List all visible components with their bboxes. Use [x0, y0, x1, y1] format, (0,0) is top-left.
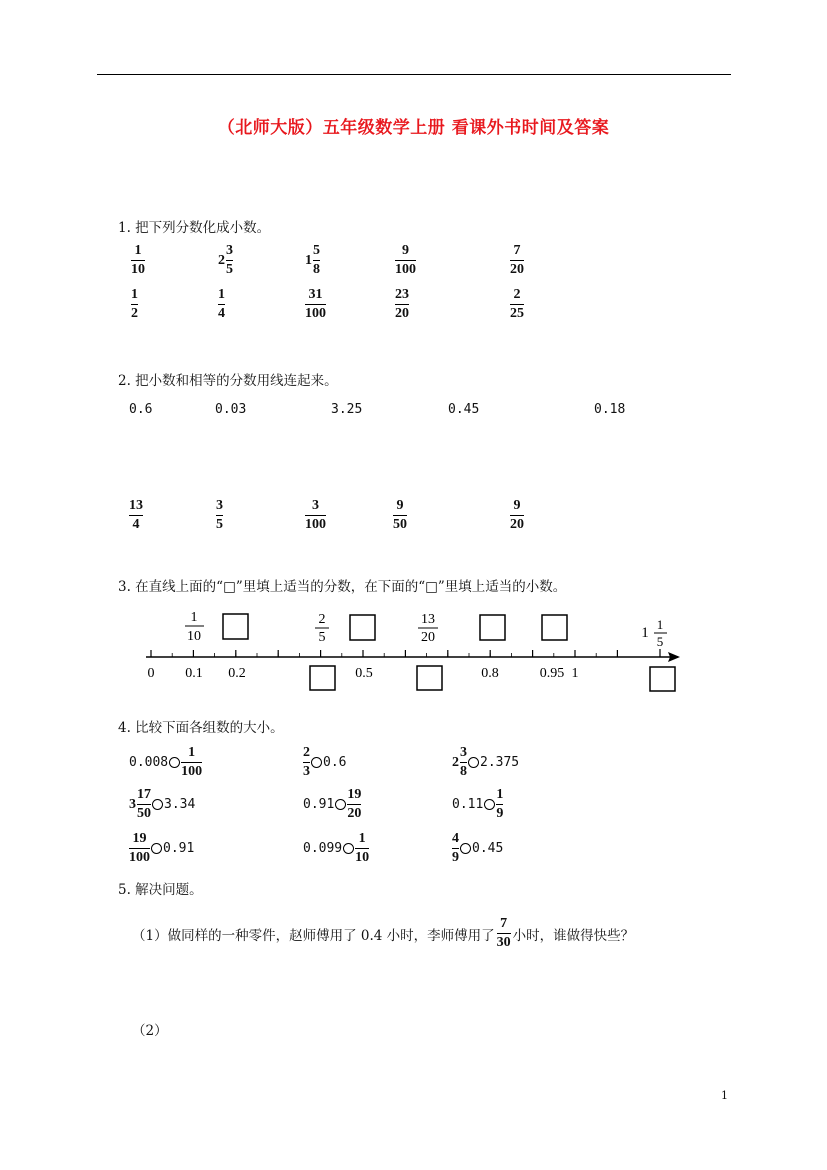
q4-item-6 [452, 788, 503, 821]
q2-fraction-4-numerator: 9 [396, 498, 404, 513]
q4-item-9-left-fraction [452, 832, 459, 865]
q4-item-1 [129, 746, 202, 779]
nl-end-den: 5 [656, 634, 664, 649]
q4-item-2 [303, 746, 346, 779]
q4-item-5-right-numerator: 19 [347, 787, 362, 802]
number-line-ticks [151, 649, 660, 657]
q2-fraction-5-denominator: 20 [510, 517, 524, 532]
q1-row1-item-2 [218, 244, 233, 277]
q1-row1-item-3-numerator: 5 [313, 243, 320, 258]
q4-item-3-left-fraction [460, 746, 467, 779]
nl-top-fraction-1 [185, 610, 204, 644]
q2-fraction-4-denominator: 50 [393, 517, 407, 532]
nl-end-mixed-number [641, 617, 667, 649]
q4-item-3-right-decimal: 2.375 [480, 755, 520, 770]
q5-p1-den: 30 [496, 935, 511, 950]
q2-fraction-2-fraction [216, 499, 223, 532]
q1-row1-item-1-denominator: 10 [131, 262, 145, 277]
q4-item-7-left-numerator: 19 [132, 831, 147, 846]
q1-row2-item-2-numerator: 1 [218, 287, 225, 302]
answer-box-top-2 [350, 615, 375, 640]
q4-item-8-compare-circle[interactable] [343, 843, 354, 854]
page-title: （北师大版）五年级数学上册 看课外书时间及答案 [217, 118, 610, 138]
nl-top-fraction-2 [315, 612, 329, 645]
q1-row1-item-5-denominator: 20 [510, 262, 524, 277]
q4-item-1-right-fraction [181, 746, 202, 779]
q4-item-1-right-numerator: 1 [188, 745, 196, 760]
answer-box-top-4 [542, 615, 567, 640]
q4-item-7-left-denominator: 100 [129, 850, 150, 865]
q1-row2-item-3-fraction [305, 288, 326, 321]
q1-row2-item-4-denominator: 20 [395, 306, 409, 321]
q4-item-4-compare-circle[interactable] [152, 799, 163, 810]
q2-fraction-3 [305, 494, 326, 532]
q1-row2-item-5 [510, 288, 524, 321]
q1-row2-item-5-denominator: 25 [510, 306, 524, 321]
q2-fraction-2 [216, 494, 223, 532]
q2-fraction-3-numerator: 3 [312, 498, 319, 513]
q1-row1-item-4 [395, 244, 416, 277]
q2-fraction-5 [510, 494, 524, 532]
q4-item-9-left-numerator: 4 [452, 831, 459, 846]
q1-row2-item-1 [131, 288, 138, 321]
q2-decimal-4: 0.45 [448, 402, 480, 417]
answer-box-top-1 [223, 614, 248, 639]
q4-item-5-compare-circle[interactable] [335, 799, 346, 810]
q2-fraction-1-fraction [129, 499, 143, 532]
q1-row2-item-2-fraction [218, 288, 225, 321]
q1-row2-item-3-numerator: 31 [308, 287, 323, 302]
answer-box-top-3 [480, 615, 505, 640]
page-number: 1 [721, 1089, 728, 1102]
nl-label-0.1: 0.1 [185, 666, 203, 681]
q5-p1-text-before: （1）做同样的一种零件，赵师傅用了 0.4 小时，李师傅用了 [132, 927, 495, 944]
q2-fraction-2-numerator: 3 [216, 498, 223, 513]
q4-item-3 [452, 746, 519, 779]
q2-fraction-1-denominator: 4 [132, 517, 140, 532]
q1-row2-item-5-numerator: 2 [513, 287, 521, 302]
q4-item-9-left-denominator: 9 [452, 850, 459, 865]
q2-fraction-5-numerator: 9 [513, 498, 521, 513]
q4-item-3-left-denominator: 8 [460, 764, 467, 779]
nl-end-num: 1 [656, 617, 664, 632]
q4-item-6-compare-circle[interactable] [484, 799, 495, 810]
q2-decimal-1: 0.6 [129, 402, 153, 417]
q2-decimal-2: 0.03 [215, 402, 247, 417]
q1-row1-item-5-numerator: 7 [513, 243, 521, 258]
q4-item-4 [129, 788, 195, 821]
q5-problem-2: （2） [132, 1023, 168, 1039]
nl-top-frac-1-den: 10 [187, 629, 201, 644]
q4-item-8-right-numerator: 1 [358, 831, 366, 846]
q4-item-3-left-whole: 2 [452, 754, 459, 770]
q1-row2-item-3-denominator: 100 [305, 306, 326, 321]
q1-row2-item-5-fraction [510, 288, 524, 321]
q4-item-1-compare-circle[interactable] [169, 757, 180, 768]
q3-prompt: 3. 在直线上面的“□”里填上适当的分数，在下面的“□”里填上适当的小数。 [118, 579, 567, 595]
q2-fraction-1-numerator: 13 [129, 498, 143, 513]
q4-item-5-left-decimal: 0.91 [303, 797, 335, 812]
q2-fraction-5-fraction [510, 499, 524, 532]
q2-decimal-5: 0.18 [594, 402, 626, 417]
q4-prompt: 4. 比较下面各组数的大小。 [118, 720, 284, 736]
q5-p1-fraction [497, 917, 511, 950]
q2-decimal-3: 3.25 [331, 402, 363, 417]
q1-row1-item-1-numerator: 1 [134, 243, 142, 258]
q4-item-8-right-denominator: 10 [355, 850, 370, 865]
q1-row2-item-2-denominator: 4 [218, 306, 225, 321]
q1-row1-item-4-numerator: 9 [402, 243, 409, 258]
q5-p1-num: 7 [500, 916, 508, 931]
q2-fraction-3-fraction [305, 499, 326, 532]
q4-item-7-right-decimal: 0.91 [163, 841, 195, 856]
q1-row2-item-4 [395, 288, 409, 321]
q1-row1-item-1 [131, 244, 145, 277]
q4-item-5-right-fraction [347, 788, 361, 821]
nl-top-fraction-3 [418, 612, 438, 645]
q1-prompt: 1. 把下列分数化成小数。 [118, 220, 271, 236]
q4-item-7-left-fraction [129, 832, 150, 865]
q5-p1-text-after: 小时，谁做得快些？ [512, 927, 635, 944]
q1-row1-item-3-fraction [313, 244, 320, 277]
q4-item-3-left-numerator: 3 [460, 745, 467, 760]
q1-row1-item-3 [305, 244, 320, 277]
q4-item-9 [452, 832, 503, 865]
q5-prompt: 5. 解决问题。 [118, 882, 203, 898]
q1-row2-item-4-fraction [395, 288, 409, 321]
q5-problem-1 [132, 917, 634, 950]
q2-fraction-4-fraction [393, 499, 407, 532]
q1-row2-item-2 [218, 288, 225, 321]
q4-item-2-left-numerator: 2 [303, 745, 310, 760]
q1-row1-item-2-denominator: 5 [226, 262, 233, 277]
q4-item-2-right-decimal: 0.6 [323, 755, 347, 770]
q2-fraction-4 [393, 494, 407, 532]
nl-end-whole: 1 [641, 625, 649, 641]
nl-label-1: 1 [571, 666, 579, 681]
q1-row2-item-1-denominator: 2 [131, 306, 138, 321]
nl-label-0: 0 [147, 666, 155, 681]
q1-row1-item-3-whole: 1 [305, 252, 312, 268]
answer-box-bottom-3 [650, 667, 675, 691]
nl-label-0.5: 0.5 [355, 666, 373, 681]
q1-row1-item-2-numerator: 3 [226, 243, 233, 258]
q1-row2-item-3 [305, 288, 326, 321]
q1-row1-item-5 [510, 244, 524, 277]
q4-item-6-right-fraction [496, 788, 503, 821]
answer-box-bottom-1 [310, 666, 335, 690]
q4-item-4-left-whole: 3 [129, 796, 136, 812]
q4-item-2-left-fraction [303, 746, 310, 779]
q1-row2-item-4-numerator: 23 [395, 287, 409, 302]
q2-fraction-1 [129, 494, 143, 532]
q1-row1-item-1-fraction [131, 244, 145, 277]
q1-row1-item-2-fraction [226, 244, 233, 277]
q2-fraction-2-denominator: 5 [216, 517, 223, 532]
q4-item-8-left-decimal: 0.099 [303, 841, 343, 856]
q4-item-9-compare-circle[interactable] [460, 843, 471, 854]
nl-top-frac-2-den: 5 [318, 630, 326, 645]
nl-top-frac-1-num: 1 [190, 610, 198, 625]
q1-row1-item-2-whole: 2 [218, 252, 225, 268]
number-line-figure [130, 605, 690, 697]
q1-row1-item-3-denominator: 8 [313, 262, 320, 277]
q1-row1-item-4-fraction [395, 244, 416, 277]
q4-item-3-compare-circle[interactable] [468, 757, 479, 768]
q4-item-7 [129, 832, 194, 865]
q4-item-6-right-denominator: 9 [496, 806, 504, 821]
q4-item-4-right-decimal: 3.34 [164, 797, 196, 812]
header-rule [97, 74, 731, 75]
q4-item-4-left-fraction [137, 788, 151, 821]
nl-label-0.95: 0.95 [539, 666, 565, 681]
q1-row2-item-1-fraction [131, 288, 138, 321]
nl-top-frac-3-den: 20 [421, 630, 435, 645]
q4-item-6-right-numerator: 1 [496, 787, 504, 802]
q4-item-1-right-denominator: 100 [181, 764, 203, 779]
q4-item-1-left-decimal: 0.008 [129, 755, 169, 770]
q4-item-8 [303, 832, 369, 865]
q4-item-5 [303, 788, 361, 821]
nl-top-frac-3-num: 13 [421, 612, 435, 627]
q1-row2-item-1-numerator: 1 [131, 287, 138, 302]
nl-label-0.2: 0.2 [228, 666, 246, 681]
q4-item-5-right-denominator: 20 [347, 806, 362, 821]
q2-fraction-3-denominator: 100 [305, 517, 326, 532]
q4-item-6-left-decimal: 0.11 [452, 797, 484, 812]
q4-item-4-left-denominator: 50 [137, 806, 151, 821]
q1-row1-item-5-fraction [510, 244, 524, 277]
q2-prompt: 2. 把小数和相等的分数用线连起来。 [118, 373, 338, 389]
q1-row1-item-4-denominator: 100 [395, 262, 416, 277]
q4-item-9-right-decimal: 0.45 [472, 841, 504, 856]
q4-item-4-left-numerator: 17 [137, 787, 151, 802]
nl-label-0.8: 0.8 [481, 666, 499, 681]
q4-item-2-left-denominator: 3 [303, 764, 310, 779]
q4-item-7-compare-circle[interactable] [151, 843, 162, 854]
answer-box-bottom-2 [417, 666, 442, 690]
nl-top-frac-2-num: 2 [318, 612, 326, 627]
q4-item-8-right-fraction [355, 832, 369, 865]
q4-item-2-compare-circle[interactable] [311, 757, 322, 768]
